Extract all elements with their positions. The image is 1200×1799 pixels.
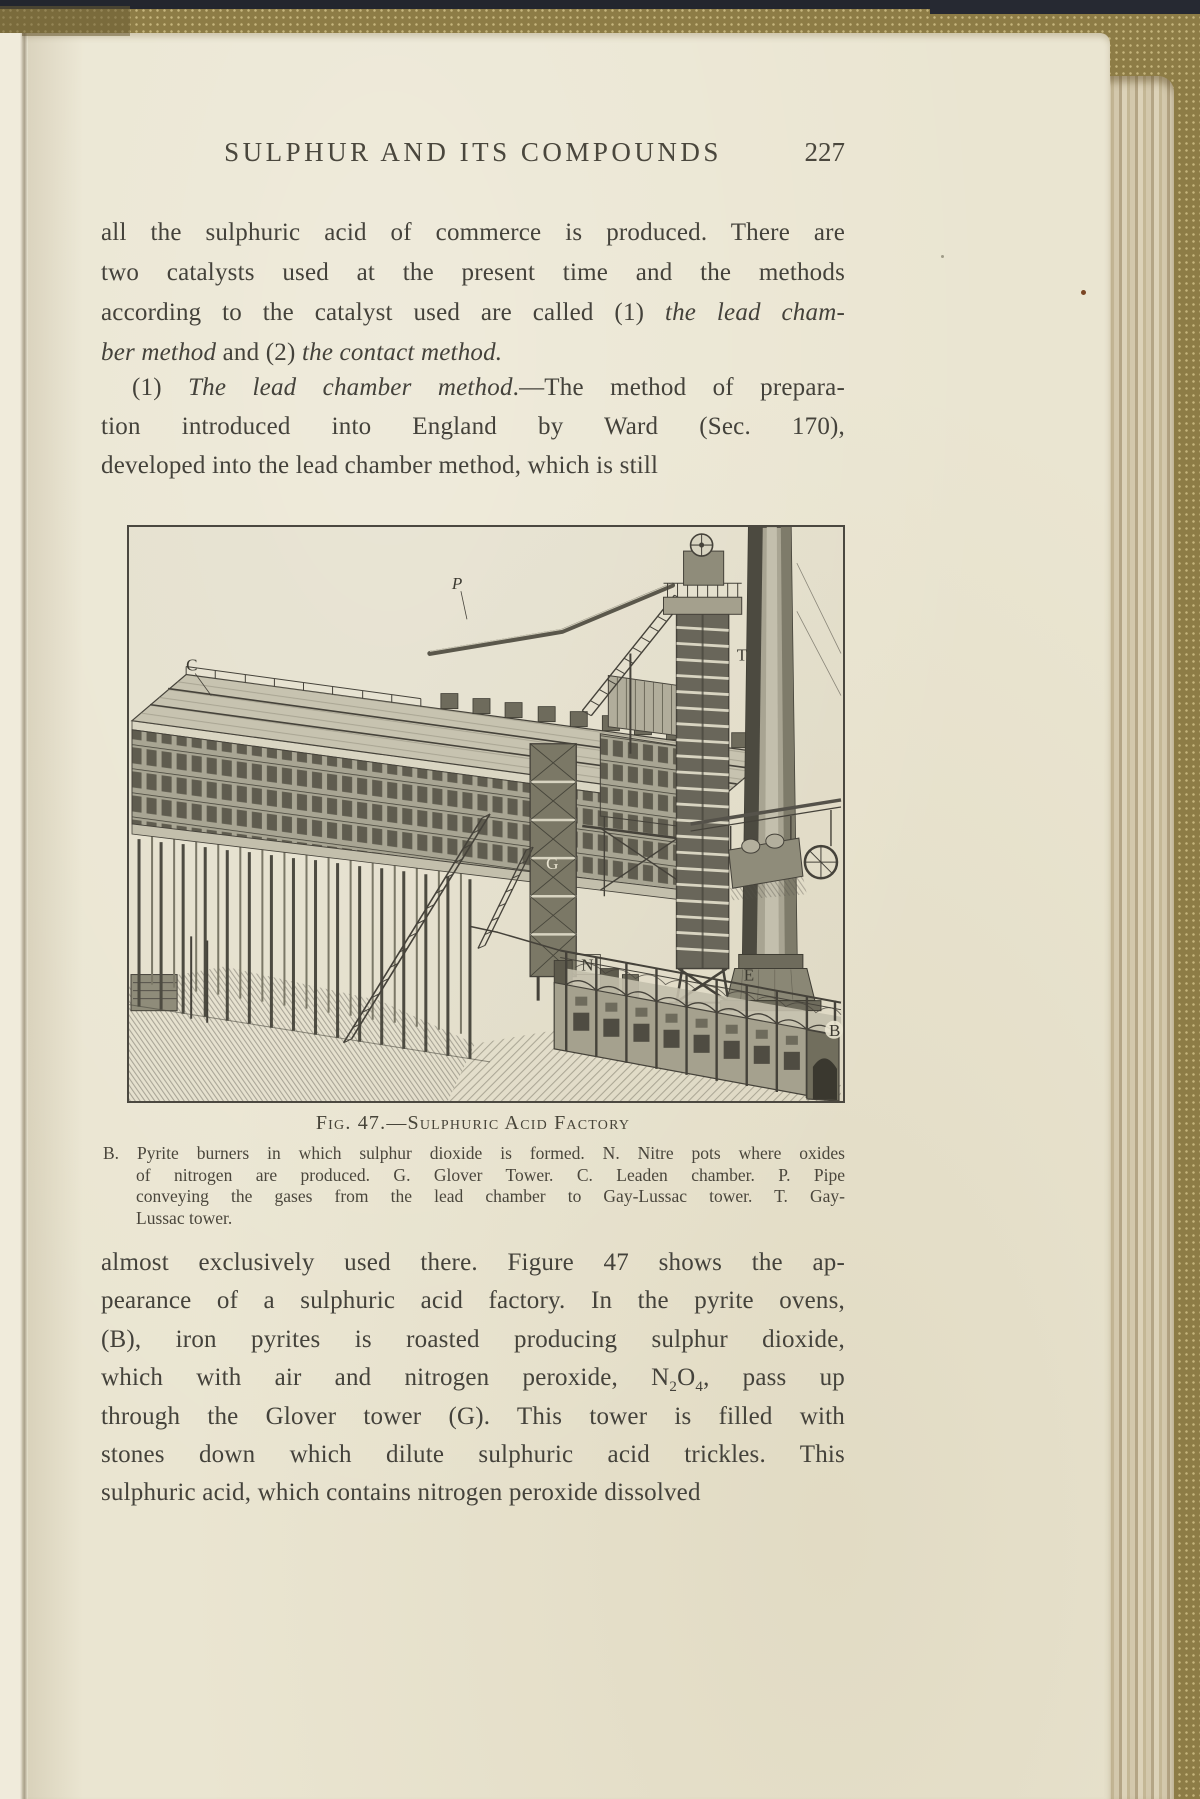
text-line xyxy=(101,1321,845,1359)
scan-top-shadow-right xyxy=(930,0,1200,14)
text-line xyxy=(101,213,845,253)
text-line xyxy=(101,446,845,485)
text-segment: , pass up xyxy=(703,1364,845,1392)
figure-label-nitre-pots: N xyxy=(581,955,594,975)
text-line xyxy=(101,407,845,446)
text-line xyxy=(101,333,845,373)
figure-label-gay-lussac-tower: T xyxy=(736,645,748,665)
figure-label-pipe: P xyxy=(451,574,463,594)
figure-47-frame xyxy=(127,525,845,1103)
text-line xyxy=(101,293,845,333)
caption-line xyxy=(103,1165,845,1187)
text-segment: all the sulphuric acid of commerce is produced. There are xyxy=(101,219,845,246)
book-cover-wear xyxy=(0,6,130,36)
italic-segment: ber method xyxy=(101,339,217,366)
text-segment: conveying the gases from the lead chamber to Gay-Lussac tower. T. Gay- xyxy=(136,1186,845,1207)
text-line xyxy=(101,253,845,293)
text-segment: through the Glover tower (G). This tower is filled with xyxy=(101,1402,845,1430)
foxing-spot xyxy=(1081,290,1086,295)
paragraph-3 xyxy=(101,1244,845,1513)
caption-line xyxy=(103,1208,845,1230)
text-segment: Lussac tower. xyxy=(136,1208,233,1229)
paragraph-1 xyxy=(101,213,845,373)
text-segment: O xyxy=(677,1364,696,1392)
figure-caption xyxy=(103,1143,845,1230)
text-segment: almost exclusively used there. Figure 47 shows the ap- xyxy=(101,1249,845,1276)
foxing-spot xyxy=(941,255,944,258)
text-segment: (1) xyxy=(132,374,189,401)
figure-label-burners: B xyxy=(828,1020,841,1040)
subscript-segment: 4 xyxy=(695,1379,704,1396)
paragraph-2 xyxy=(101,368,845,485)
text-segment: .—The method of prepara- xyxy=(512,374,846,401)
text-segment: sulphuric acid, which contains nitrogen peroxide dissolved xyxy=(101,1479,701,1507)
text-segment: B. Pyrite burners in which sulphur dioxide is formed. N. Nitre pots where oxides xyxy=(103,1143,845,1163)
italic-segment: the lead cham- xyxy=(664,299,845,326)
figure-caption-title: Fig. 47.—Sulphuric Acid Factory xyxy=(315,1112,631,1134)
text-segment: stones down which dilute sulphuric acid trickles. This xyxy=(101,1440,845,1468)
italic-segment: The lead chamber method xyxy=(188,374,513,401)
text-segment: pearance of a sulphuric acid factory. In the pyrite ovens, xyxy=(101,1287,845,1315)
figure-label-chamber: C xyxy=(186,655,198,675)
subscript-segment: 2 xyxy=(669,1379,678,1396)
text-segment: and (2) xyxy=(216,339,302,366)
caption-line xyxy=(103,1143,845,1165)
gutter-shadow xyxy=(28,33,83,1799)
figure-label-e: E xyxy=(743,965,755,985)
text-segment: developed into the lead chamber method, which is still xyxy=(101,452,659,479)
text-line xyxy=(101,1359,845,1397)
text-line xyxy=(101,1398,845,1436)
text-segment: (B), iron pyrites is roasted producing sulphur dioxide, xyxy=(101,1325,845,1353)
caption-line xyxy=(103,1186,845,1208)
gutter-highlight xyxy=(0,33,22,1799)
text-line xyxy=(101,1244,845,1282)
text-line xyxy=(101,1474,845,1512)
page-stack-edge xyxy=(1106,76,1174,1799)
italic-segment: the contact method. xyxy=(301,339,503,366)
gutter-crease xyxy=(20,33,28,1799)
text-segment: two catalysts used at the present time and the methods xyxy=(101,259,845,286)
figure-label-glover-tower: G xyxy=(546,854,559,874)
text-segment: tion introduced into England by Ward (Sec. 170), xyxy=(101,413,845,440)
text-line xyxy=(101,368,845,407)
text-segment: of nitrogen are produced. G. Glover Tower. C. Leaden chamber. P. Pipe xyxy=(136,1164,845,1185)
running-head-title: SULPHUR AND ITS COMPOUNDS xyxy=(224,137,722,167)
text-line xyxy=(101,1282,845,1320)
sulphuric-acid-factory-illustration xyxy=(129,527,843,1101)
page-number: 227 xyxy=(804,137,845,167)
text-segment: according to the catalyst used are called (1) xyxy=(101,299,665,326)
text-line xyxy=(101,1436,845,1474)
text-segment: which with air and nitrogen peroxide, N xyxy=(101,1364,670,1392)
